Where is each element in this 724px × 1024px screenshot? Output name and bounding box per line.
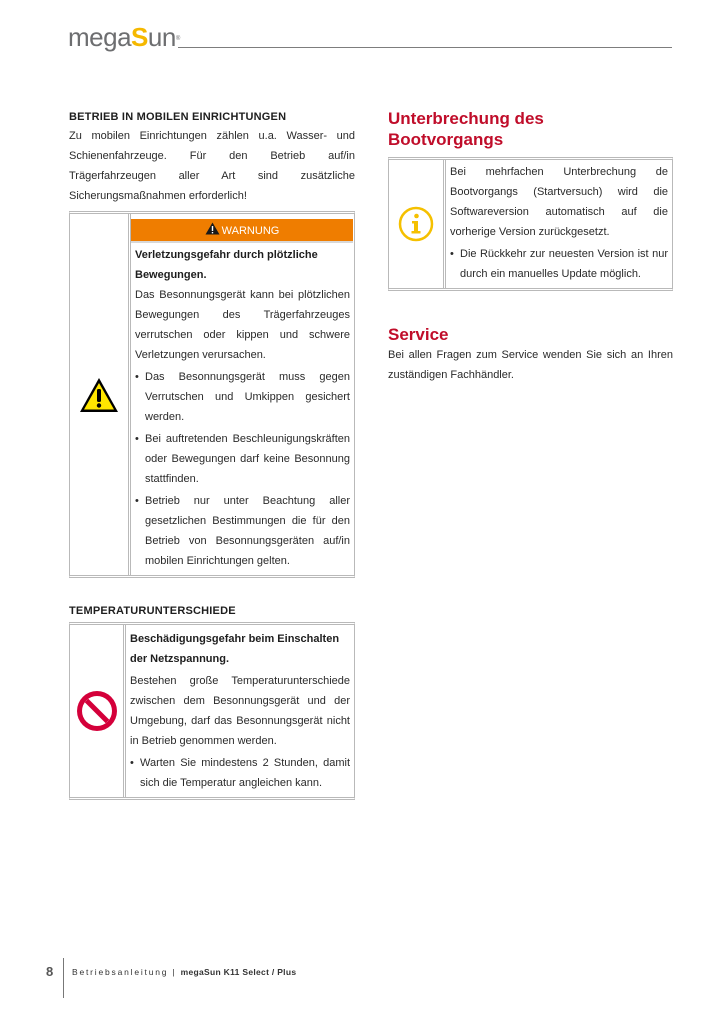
warning-bullet: • Das Besonnungsgerät muss gegen Verrutschen und Umkippen gesichert werden. bbox=[135, 367, 350, 427]
registered-mark: ® bbox=[175, 36, 180, 42]
warning-label: WARNUNG bbox=[221, 225, 280, 237]
footer-doc-label: Betriebsanleitung bbox=[72, 967, 169, 977]
warning-text-cell bbox=[131, 214, 354, 575]
service-heading: Service bbox=[388, 325, 449, 344]
logo-text-prefix: mega bbox=[68, 22, 132, 52]
prohibition-icon-cell bbox=[70, 625, 126, 797]
caution-bullet: • Warten Sie mindestens 2 Stunden, damit sich die Temperatur angleichen kann. bbox=[130, 753, 350, 793]
info-text-cell bbox=[446, 160, 672, 288]
caution-text: Bestehen große Temperaturunterschiede zwischen dem Besonnungsgerät und der Umgebung, darf das Besonnungsgerät nicht in Betrieb genommen werden. bbox=[130, 675, 350, 747]
footer-product: megaSun K11 Select / Plus bbox=[180, 967, 297, 977]
service-paragraph: Bei allen Fragen zum Service wenden Sie sich an Ihren zuständigen Fachhändler. bbox=[388, 349, 673, 381]
section-heading-temperature: TEMPERATURUNTERSCHIEDE bbox=[69, 605, 236, 617]
megasun-logo bbox=[68, 22, 180, 52]
footer-separator: | bbox=[172, 967, 177, 977]
right-column bbox=[388, 108, 673, 385]
footer-label bbox=[72, 967, 296, 977]
left-column bbox=[69, 108, 355, 800]
info-icon-cell bbox=[389, 160, 446, 288]
warning-small-icon bbox=[205, 222, 220, 235]
logo-text-s: S bbox=[131, 22, 148, 52]
warning-box bbox=[69, 211, 355, 578]
info-box bbox=[388, 157, 673, 291]
warning-bullet: • Bei auftretenden Beschleunigungskräften oder Bewegungen darf keine Besonnung stattfinden. bbox=[135, 429, 350, 489]
caution-text-cell bbox=[126, 625, 354, 797]
footer-rule bbox=[63, 958, 64, 998]
warning-text: Das Besonnungsgerät kann bei plötzlichen Bewegungen des Trägerfahrzeuges verrutschen oder kippen und schwere Verletzungen verursachen. bbox=[135, 289, 350, 361]
warning-triangle-icon bbox=[78, 376, 120, 414]
warning-bullet: • Betrieb nur unter Beachtung aller gesetzlichen Bestimmungen die für den Betrieb von Besonnungsgeräten auf/in mobilen Einrichtungen gelten. bbox=[135, 491, 350, 571]
header-rule bbox=[178, 47, 672, 48]
info-bullet: • Die Rückkehr zur neuesten Version ist nur durch ein manuelles Update möglich. bbox=[450, 244, 668, 284]
warning-banner bbox=[131, 219, 353, 243]
boot-interruption-heading: Unterbrechung des Bootvorgangs bbox=[388, 109, 544, 149]
logo-text-suffix: un bbox=[147, 22, 176, 52]
caution-title: Beschädigungsgefahr beim Einschalten der Netzspannung. bbox=[130, 633, 340, 665]
warning-icon-cell bbox=[70, 214, 131, 575]
page-number: 8 bbox=[46, 964, 54, 979]
section-heading-mobile: BETRIEB IN MOBILEN EINRICHTUNGEN bbox=[69, 111, 287, 123]
info-icon bbox=[398, 206, 434, 242]
mobile-intro-paragraph: Zu mobilen Einrichtungen zählen u.a. Wasser- und Schienenfahrzeuge. Für den Betrieb auf/in Trägerfahrzeugen aller Art sind zusätzliche Sicherungsmaßnahmen erforderlich! bbox=[69, 130, 355, 202]
info-text: Bei mehrfachen Unterbrechung de Bootvorgangs (Startversuch) wird die Softwareversion automatisch auf die vorherige Version zurückgesetzt. bbox=[450, 166, 668, 238]
warning-title: Verletzungsgefahr durch plötzliche Bewegungen. bbox=[135, 249, 318, 281]
prohibition-icon bbox=[76, 690, 118, 732]
caution-box bbox=[69, 622, 355, 800]
